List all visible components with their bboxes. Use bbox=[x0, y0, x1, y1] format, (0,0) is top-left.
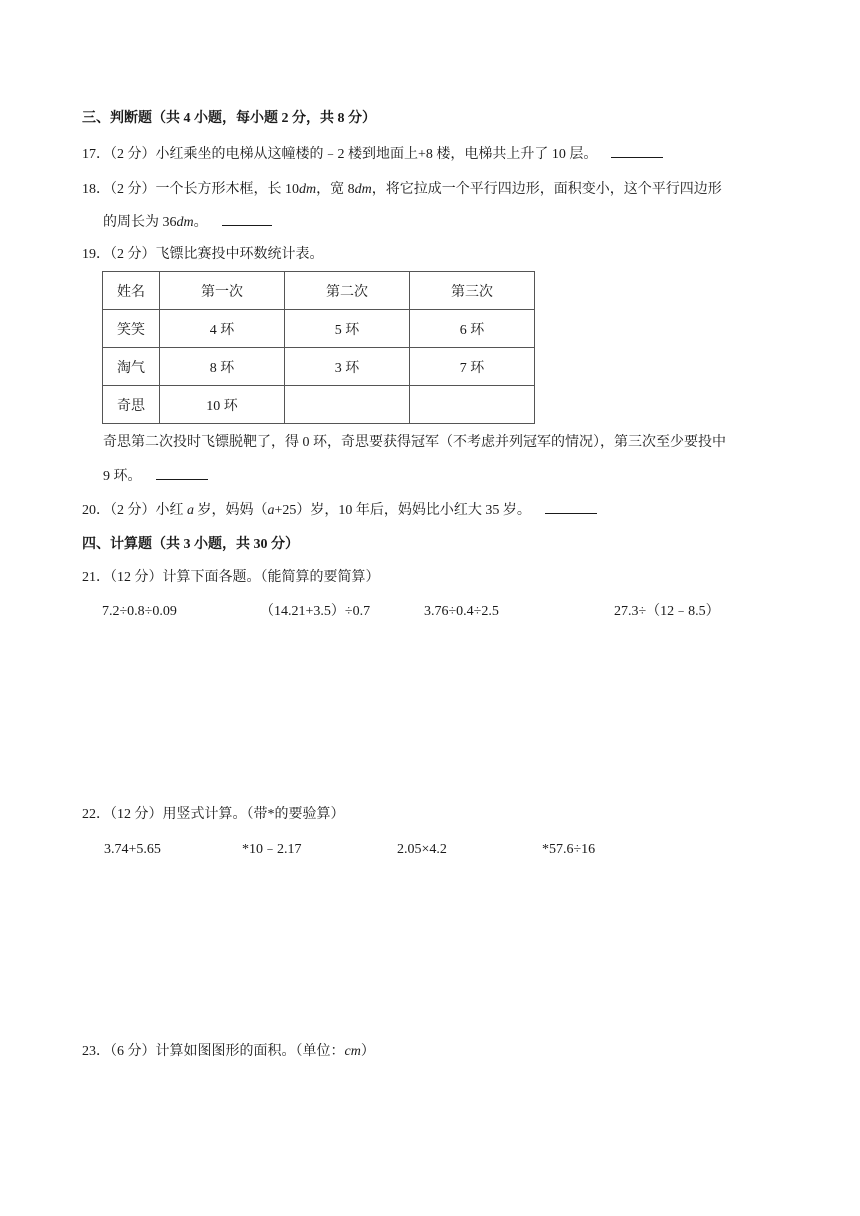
answer-blank bbox=[222, 213, 272, 226]
question-text: 。 bbox=[193, 215, 208, 230]
question-text: （2 分）小红乘坐的电梯从这幢楼的﹣2 楼到地面上+8 楼，电梯共上升了 10 层。 bbox=[110, 147, 598, 162]
question-23 bbox=[82, 1042, 375, 1062]
table-cell: 5 环 bbox=[285, 310, 410, 348]
question-text: （12 分）用竖式计算。（带*的要验算） bbox=[110, 807, 345, 822]
table-row bbox=[103, 310, 535, 348]
unit-text: cm bbox=[344, 1044, 361, 1059]
question-19 bbox=[82, 245, 324, 265]
unit-text: dm bbox=[176, 215, 194, 230]
question-text: ，宽 8 bbox=[316, 182, 355, 197]
question-text: 的周长为 36 bbox=[103, 215, 177, 230]
table-cell: 奇思 bbox=[103, 386, 160, 424]
question-text: （6 分）计算如图图形的面积。（单位： bbox=[110, 1044, 345, 1059]
question-number: 22． bbox=[82, 807, 110, 822]
answer-blank bbox=[545, 501, 597, 514]
unit-text: dm bbox=[354, 182, 372, 197]
answer-blank bbox=[611, 145, 663, 158]
question-18 bbox=[82, 180, 722, 200]
expression: 3.74+5.65 bbox=[104, 842, 161, 857]
table-cell bbox=[285, 386, 410, 424]
question-text: ，将它拉成一个平行四边形，面积变小，这个平行四边形 bbox=[371, 182, 722, 197]
question-number: 18． bbox=[82, 182, 110, 197]
table-cell: 4 环 bbox=[160, 310, 285, 348]
question-text: （12 分）计算下面各题。（能简算的要简算） bbox=[110, 570, 380, 585]
question-text: 9 环。 bbox=[103, 469, 142, 484]
question-number: 17． bbox=[82, 147, 110, 162]
question-21 bbox=[82, 568, 380, 588]
unit-text: dm bbox=[299, 182, 317, 197]
table-row bbox=[103, 386, 535, 424]
question-number: 20． bbox=[82, 503, 110, 518]
question-18-continued bbox=[103, 213, 272, 233]
expression: *57.6÷16 bbox=[542, 842, 596, 857]
table-cell: 笑笑 bbox=[103, 310, 160, 348]
section-3-title: 三、判断题（共 4 小题，每小题 2 分，共 8 分） bbox=[82, 111, 376, 126]
expression: 7.2÷0.8÷0.09 bbox=[102, 604, 177, 619]
table-cell bbox=[410, 386, 535, 424]
question-19-note-continued bbox=[103, 467, 208, 487]
table-header-cell: 姓名 bbox=[103, 272, 160, 310]
table-cell: 6 环 bbox=[410, 310, 535, 348]
table-cell: 淘气 bbox=[103, 348, 160, 386]
variable-text: a bbox=[187, 503, 194, 518]
expression: 3.76÷0.4÷2.5 bbox=[424, 604, 499, 619]
section-4-title: 四、计算题（共 3 小题，共 30 分） bbox=[82, 537, 299, 552]
table-header-cell: 第三次 bbox=[410, 272, 535, 310]
question-text: +25）岁，10 年后，妈妈比小红大 35 岁。 bbox=[274, 503, 531, 518]
question-number: 19． bbox=[82, 247, 110, 262]
question-text: （2 分）一个长方形木框，长 10 bbox=[110, 182, 299, 197]
expression: *10﹣2.17 bbox=[242, 842, 302, 857]
table-header-row bbox=[103, 272, 535, 310]
question-22 bbox=[82, 805, 345, 825]
question-text: ） bbox=[360, 1044, 375, 1059]
question-text: （2 分）小红 bbox=[110, 503, 187, 518]
question-20 bbox=[82, 501, 597, 521]
question-number: 23． bbox=[82, 1044, 110, 1059]
question-text: 岁，妈妈（ bbox=[194, 503, 268, 518]
table-cell: 3 环 bbox=[285, 348, 410, 386]
table-cell: 10 环 bbox=[160, 386, 285, 424]
variable-text: a bbox=[267, 503, 275, 518]
answer-blank bbox=[156, 467, 208, 480]
table-header-cell: 第二次 bbox=[285, 272, 410, 310]
question-17 bbox=[82, 145, 663, 165]
table-header-cell: 第一次 bbox=[160, 272, 285, 310]
expression: 27.3÷（12﹣8.5） bbox=[614, 604, 720, 619]
table-cell: 7 环 bbox=[410, 348, 535, 386]
question-text: （2 分）飞镖比赛投中环数统计表。 bbox=[110, 247, 324, 262]
question-number: 21． bbox=[82, 570, 110, 585]
score-table bbox=[102, 271, 535, 424]
question-19-note: 奇思第二次投时飞镖脱靶了，得 0 环，奇思要获得冠军（不考虑并列冠军的情况），第三次至少要投中 bbox=[103, 435, 726, 450]
table-row bbox=[103, 348, 535, 386]
expression: （14.21+3.5）÷0.7 bbox=[260, 604, 371, 619]
expression: 2.05×4.2 bbox=[397, 842, 447, 857]
table-cell: 8 环 bbox=[160, 348, 285, 386]
